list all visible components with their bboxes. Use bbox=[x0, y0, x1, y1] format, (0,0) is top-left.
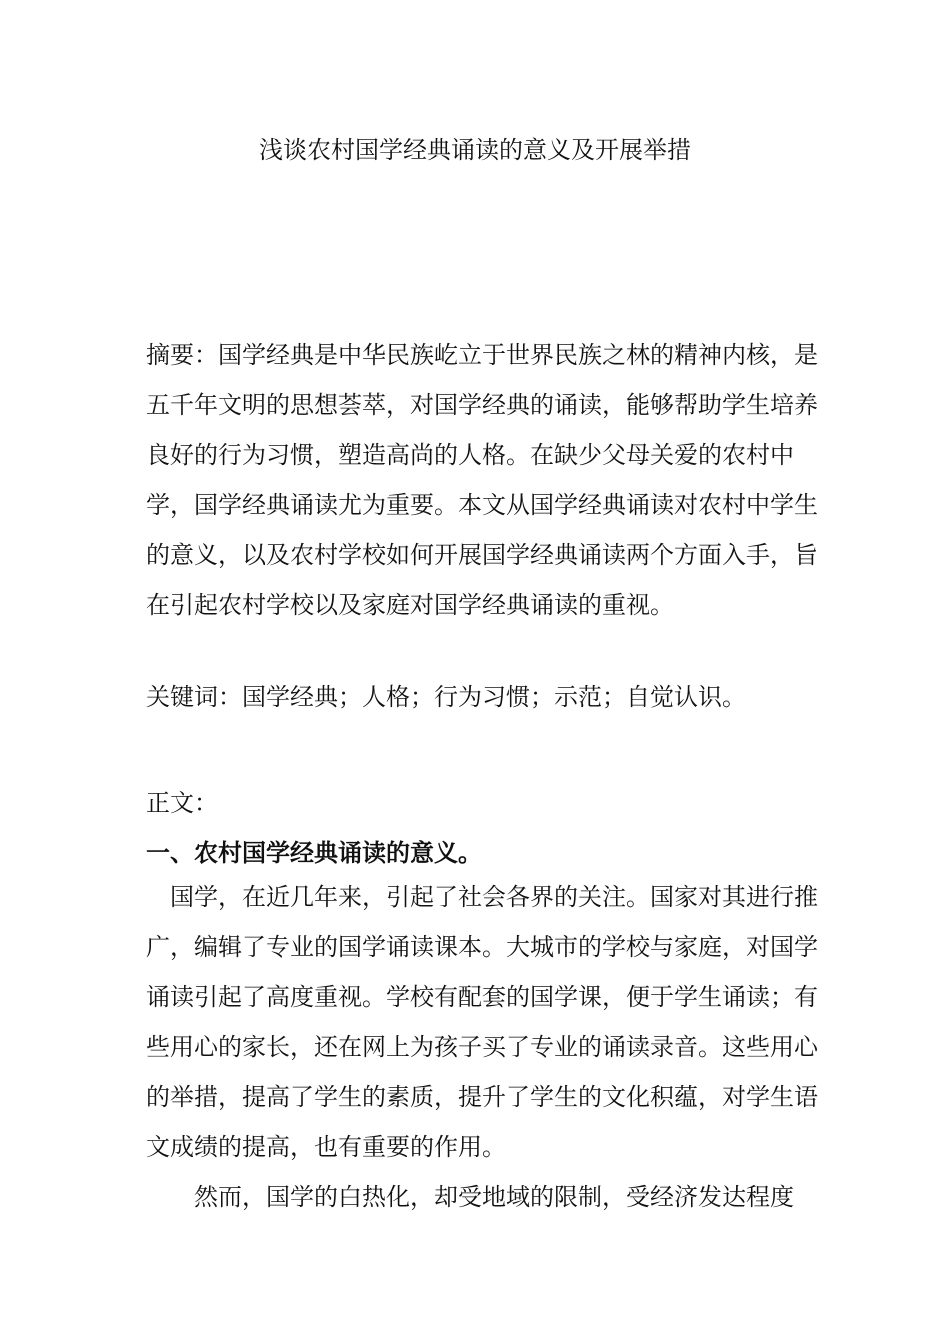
abstract-text: 摘要：国学经典是中华民族屹立于世界民族之林的精神内核，是五千年文明的思想荟萃，对国学经典的诵读，能够帮助学生培养良好的行为习惯，塑造高尚的人格。在缺少父母关爱的农村中学，国学经典诵读尤为重要。本文从国学经典诵读对农村中学生的意义，以及农村学校如何开展国学经典诵读两个方面入手，旨在引起农村学校以及家庭对国学经典诵读的重视。 bbox=[146, 341, 818, 619]
body-paragraph-1 bbox=[146, 872, 818, 1172]
section-heading: 一、农村国学经典诵读的意义。 bbox=[146, 839, 482, 867]
keywords-line bbox=[146, 672, 818, 722]
document-title: 浅谈农村国学经典诵读的意义及开展举措 bbox=[259, 136, 691, 164]
body-paragraph-2 bbox=[146, 1172, 818, 1222]
paragraph-text: 然而，国学的白热化，却受地域的限制，受经济发达程度 bbox=[194, 1183, 794, 1211]
keywords-text: 关键词：国学经典；人格；行为习惯；示范；自觉认识。 bbox=[146, 683, 746, 711]
body-label bbox=[146, 778, 818, 828]
body-label-text: 正文： bbox=[146, 789, 218, 817]
paragraph-text: 国学，在近几年来，引起了社会各界的关注。国家对其进行推广，编辑了专业的国学诵读课本。大城市的学校与家庭，对国学诵读引起了高度重视。学校有配套的国学课，便于学生诵读；有些用心的家长，还在网上为孩子买了专业的诵读录音。这些用心的举措，提高了学生的素质，提升了学生的文化积蕴，对学生语文成绩的提高，也有重要的作用。 bbox=[146, 883, 818, 1161]
abstract-paragraph bbox=[146, 330, 818, 630]
